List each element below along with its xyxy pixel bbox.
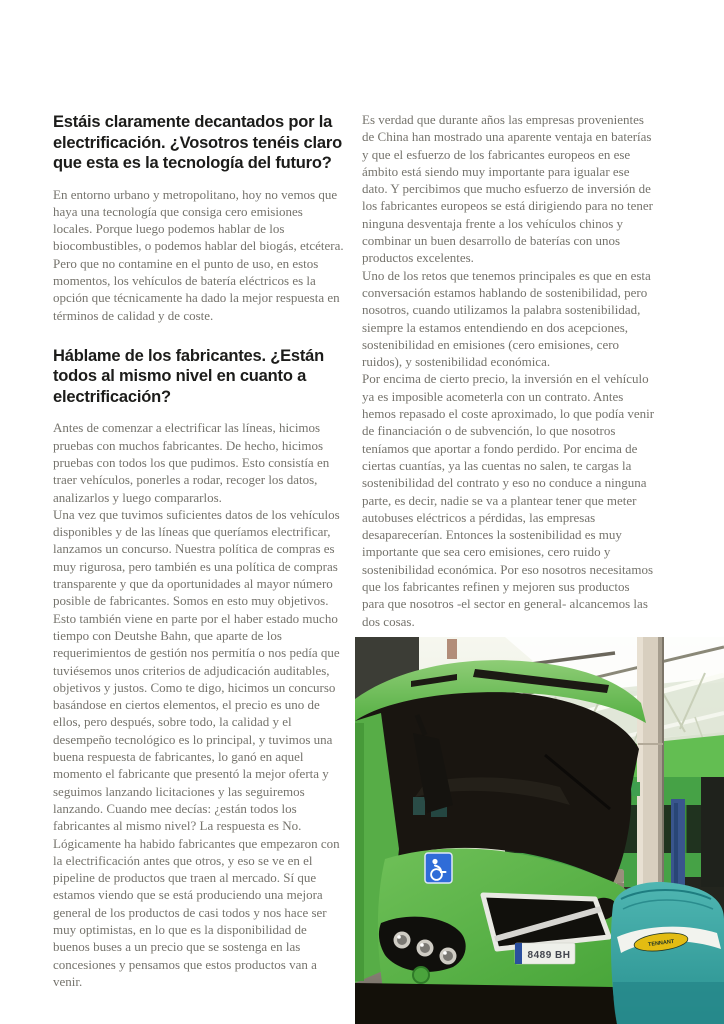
question-heading-electrification: Estáis claramente decantados por la electrificación. ¿Vosotros tenéis claro que esta es la tecnología del futuro? bbox=[53, 113, 342, 172]
right-column bbox=[362, 111, 655, 630]
bus-underside-shadow bbox=[355, 983, 623, 1024]
license-plate bbox=[515, 943, 575, 964]
bus-depot-photo bbox=[355, 637, 724, 1024]
right-paragraph-3: Por encima de cierto precio, la inversión en el vehículo ya es imposible acometerla con un contrato. Antes hemos repasado el coste aproximado, lo que podía venir de financiación o de subvención, lo que nosotros teníamos que aportar a fondo perdido. Por encima de ciertas cuantías, ya las cuentas no salen, te cargas la sostenibilidad del contrato y eso no conduce a ninguna parte, es decir, nadie se va a plantear tener que meter autobuses eléctricos a pérdidas, las empresas desaparecerían. Entonces la sostenibilidad es muy importante que sea cero emisiones, cero ruido y sostenibilidad económica. Por eso nosotros necesitamos que los fabricantes refinen y mejoren sus productos para que nosotros -el sector en general- alcancemos las dos cosas. bbox=[362, 371, 655, 629]
answer-paragraph-manufacturers-1: Antes de comenzar a electrificar las líneas, hicimos pruebas con muchos fabricantes. De hecho, hicimos pruebas con todos los que pudimos. Esto consistía en traer vehículos, ponerles a rodar, recoger los datos, analizarlos y luego compararlos. bbox=[53, 420, 330, 505]
question-heading-manufacturers: Háblame de los fabricantes. ¿Están todos al mismo nivel en cuanto a electrificación? bbox=[53, 346, 325, 406]
right-paragraph-2: Uno de los retos que tenemos principales es que en esta conversación estamos hablando de sostenibilidad, pero nosotros, cuando utilizamos la palabra sostenibilidad, siempre la estamos entendiendo en dos acepciones, sostenibilidad en emisiones (cero emisiones, cero ruidos), y sostenibilidad económica. bbox=[362, 267, 651, 370]
wheelchair-icon bbox=[425, 853, 452, 883]
scrubber-brand-label: TENNANT bbox=[647, 938, 675, 949]
left-column bbox=[53, 112, 345, 990]
floor-scrubber bbox=[611, 882, 724, 1024]
svg-text:8489 BH: 8489 BH bbox=[527, 950, 571, 961]
answer-paragraph-electrification: En entorno urbano y metropolitano, hoy no vemos que haya una tecnología que consiga cero emisiones locales. Porque luego podemos hablar de los biocombustibles, o podemos hablar del biogás, etcétera. Pero que no contamine en el punto de uso, en estos momentos, los vehículos de batería eléctricos es la opción que técnicamente ha dado la mejor respuesta en términos de calidad y de coste. bbox=[53, 186, 344, 323]
right-paragraph-1: Es verdad que durante años las empresas provenientes de China han mostrado una aparente ventaja en baterías y que el esfuerzo de los fabricantes europeos en ese ámbito está siendo muy importante para igualar ese dato. Y percibimos que mucho esfuerzo de inversión de los fabricantes europeos se está dirigiendo para no tener ninguna desventaja frente a los vehículos chinos y combinar un buen desarrollo de baterías con unos productos excelentes. bbox=[362, 112, 653, 266]
tow-hook-cover bbox=[413, 967, 429, 983]
answer-paragraph-manufacturers-2: Una vez que tuvimos suficientes datos de los vehículos disponibles y de las líneas que queríamos electrificar, lanzamos un concurso. Nuestra política de compras es muy rigurosa, pero también es una política de compras transparente y que da oportunidades al mayor número posible de fabricantes. Somos en esto muy objetivos. Esto también viene en parte por el haber estado mucho tiempo con Deutshe Bahn, que aparte de los requerimientos de gestión nos permitía o nos pedía que tuviésemos unos criterios de adjudicación auditables, objetivos y justos. Como te digo, hicimos un concurso basándose en ciertos elementos, el precio es uno de ellos, pero después, sobre todo, la calidad y el desempeño tecnológico es lo principal, y tuvimos una buena respuesta de fabricantes, lo ganó en aquel momento el fabricante que presentó la mejor oferta y seguimos lanzando licitaciones y las seguiremos lanzando. Cuando mee decías: ¿están todos los fabricantes al mismo nivel? La respuesta es No. Lógicamente ha habido fabricantes que empezaron con la electrificación antes que otros, y eso se ve en el pipeline de productos que traen al mercado. Sí que estamos viendo que se está produciendo una mejora general de los productos de casi todos y nos hace ser muy optimistas, en lo que es la disponibilidad de buenos buses a un precio que se sostenga en las concesiones y pensamos que estos productos van a venir. bbox=[53, 506, 340, 989]
green-bus bbox=[355, 637, 646, 1024]
